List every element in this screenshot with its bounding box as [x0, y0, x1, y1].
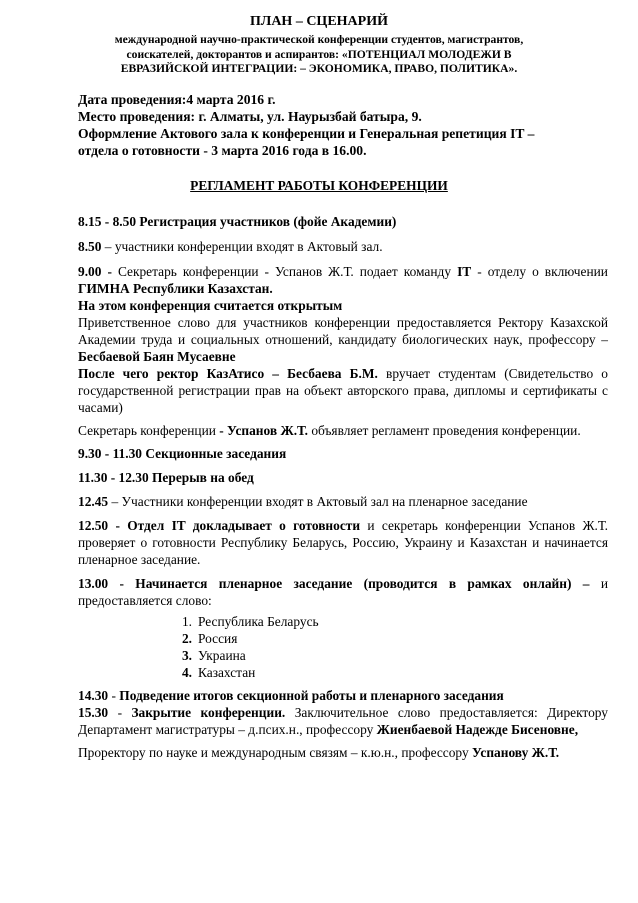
welcome-name: Бесбаевой Баян Мусаевне [78, 348, 236, 364]
list-number: 2. [181, 630, 192, 646]
text-1300: и предоставляется слово: [78, 575, 608, 608]
item-1130: 11.30 - 12.30 Перерыв на обед [78, 469, 254, 485]
awards-paragraph [78, 365, 608, 416]
country-name: Россия [198, 630, 238, 646]
list-number: 4. [181, 664, 192, 680]
item-0930: 9.30 - 11.30 Секционные заседания [78, 445, 287, 461]
time-0900: 9.00 - [78, 263, 112, 279]
closing-label: Закрытие конференции. [131, 704, 286, 720]
list-number: 3. [181, 647, 192, 663]
item-1430 [78, 687, 608, 704]
text-0850: – участники конференции входят в Актовый зал. [101, 238, 383, 254]
schedule [78, 213, 608, 761]
text-0900-a: Секретарь конференции - Успанов Ж.Т. подает команду [111, 263, 458, 279]
item-0815: 8.15 - 8.50 Регистрация участников (фойе Академии) [78, 213, 397, 229]
subtitle-line-1: международной научно-практической конференции студентов, магистрантов, [114, 33, 524, 46]
welcome-speech [78, 314, 608, 365]
text-0900-it: IT [457, 263, 472, 279]
rehearsal-line-1: Оформление Актового зала к конференции и Генеральная репетиция IT – [78, 125, 535, 141]
country-name: Казахстан [198, 664, 256, 680]
welcome-text: Приветственное слово для участников конференции предоставляется Ректору Казахской Академии труда и социальных отношений, кандидату биологических наук, профессору – [78, 314, 608, 347]
time-0850: 8.50 [78, 238, 102, 254]
country-name: Республика Беларусь [198, 613, 319, 629]
country-list [78, 613, 608, 681]
item-0900 [78, 263, 608, 297]
time-1245: 12.45 [78, 493, 109, 509]
list-item [174, 613, 608, 630]
secretary-text-a: Секретарь конференции [78, 422, 220, 438]
closing-name: Жиенбаевой Надежде Бисеновне, [376, 721, 579, 737]
item-1300 [78, 575, 608, 609]
opened-statement: На этом конференция считается открытым [78, 297, 343, 313]
text-0900-b: - отделу о включении [471, 263, 608, 279]
subtitle-line-2: соискателей, докторантов и аспирантов: «ПОТЕНЦИАЛ МОЛОДЕЖИ В [126, 47, 512, 61]
text-1250: и секретарь конференции Успанов Ж.Т. проверяет о готовности Республику Беларусь, Россию, Украину и Казахстан и начинается пленарное заседание. [78, 517, 609, 567]
conference-subtitle [96, 33, 542, 77]
regulation-heading: РЕГЛАМЕНТ РАБОТЫ КОНФЕРЕНЦИИ [190, 177, 448, 193]
country-name: Украина [198, 647, 246, 663]
subtitle-line-3: ЕВРАЗИЙСКОЙ ИНТЕГРАЦИИ: – ЭКОНОМИКА, ПРАВО, ПОЛИТИКА». [120, 62, 518, 75]
bold-1300: 13.00 - Начинается пленарное заседание (проводится в рамках онлайн) – [78, 575, 590, 591]
event-place: Место проведения: г. Алматы, ул. Наурызбай батыра, 9. [78, 108, 422, 124]
prorector-paragraph [78, 744, 608, 761]
awards-bold: После чего ректор КазАтисо – Бесбаева Б.М. [78, 365, 378, 381]
dash-1530: - [108, 704, 132, 720]
item-1245 [78, 493, 608, 510]
text-1245: – Участники конференции входят в Актовый зал на пленарное заседание [108, 493, 528, 509]
list-number: 1. [181, 613, 192, 629]
awards-text: вручает студентам (Свидетельство о государственной регистрации прав на объект авторского права, дипломы и сертификаты с часами) [78, 365, 608, 415]
bold-1250: 12.50 - Отдел IT докладывает о готовности [78, 517, 361, 533]
rehearsal-line-2: отдела о готовности - 3 марта 2016 года в 16.00. [78, 142, 367, 158]
prorector-text: Проректору по науке и международным связям – к.ю.н., профессору [78, 744, 472, 760]
text-1430: Подведение итогов секционной работы и пленарного заседания [119, 687, 504, 703]
list-item [174, 664, 608, 681]
item-1250 [78, 517, 608, 568]
time-1530: 15.30 [78, 704, 109, 720]
secretary-paragraph [78, 422, 608, 439]
list-item [174, 647, 608, 664]
text-1530: Заключительное слово предоставляется: Директору Департамент магистратуры – д.псих.н., профессору [78, 704, 608, 737]
secretary-text-b: объявляет регламент проведения конференции. [307, 422, 581, 438]
item-1530 [78, 704, 608, 738]
time-1430: 14.30 [78, 687, 109, 703]
item-0850 [78, 238, 608, 255]
secretary-bold: - Успанов Ж.Т. [219, 422, 308, 438]
dash-1430: - [108, 687, 120, 703]
page-title: ПЛАН – СЦЕНАРИЙ [250, 14, 388, 29]
event-date: Дата проведения:4 марта 2016 г. [78, 91, 276, 107]
event-info [78, 91, 608, 159]
prorector-name: Успанову Ж.Т. [472, 744, 560, 760]
text-0900-anthem: ГИМНА Республики Казахстан. [78, 280, 273, 296]
list-item [174, 630, 608, 647]
